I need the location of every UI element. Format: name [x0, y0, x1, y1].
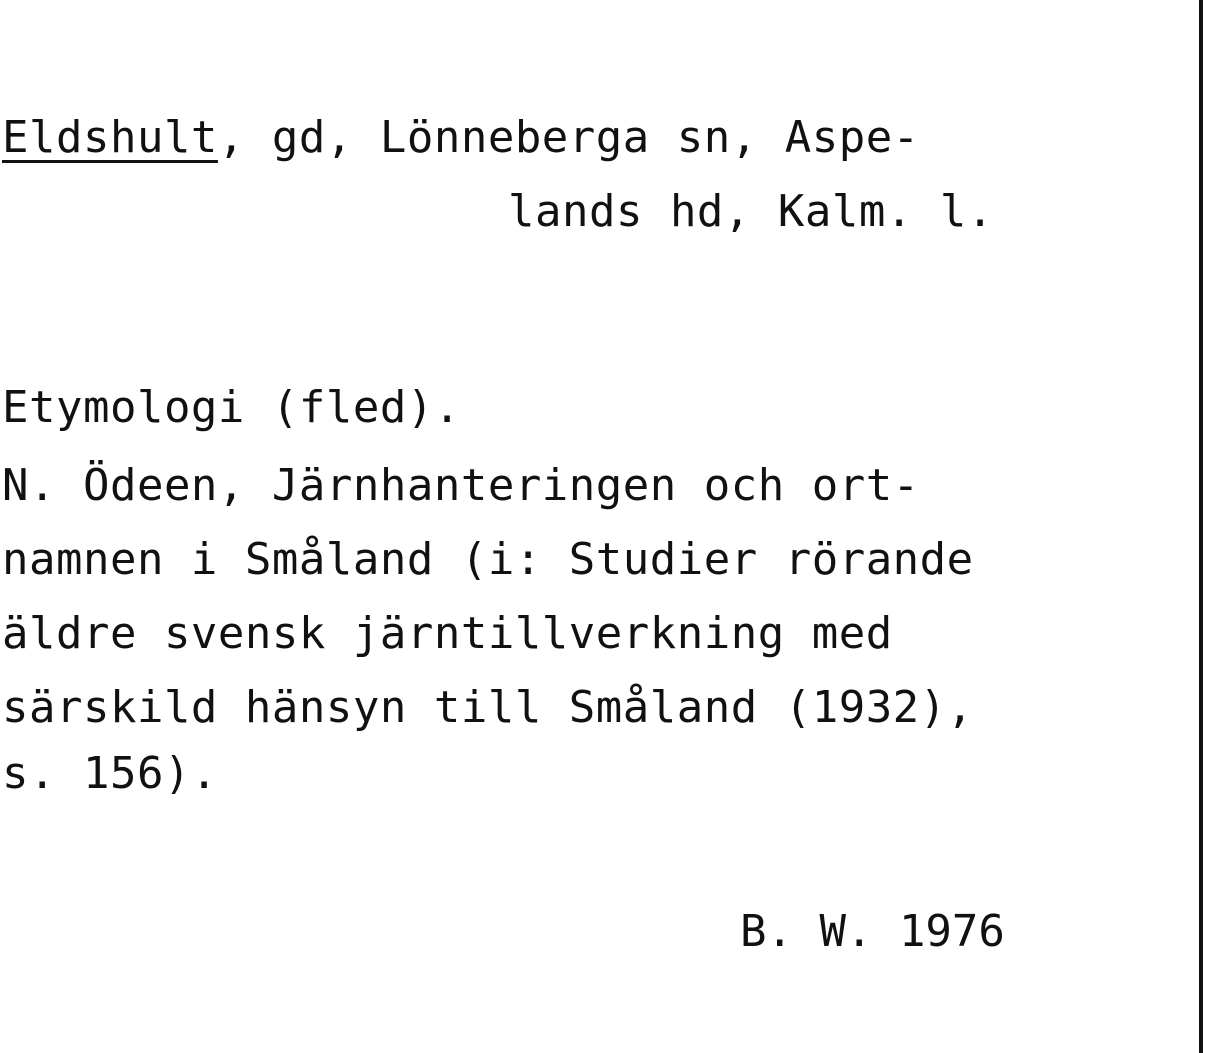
headword: Eldshult [2, 112, 218, 163]
heading-details: , gd, Lönneberga sn, Aspe- [217, 112, 920, 163]
heading-line-1 [2, 112, 920, 164]
etymology-heading: Etymologi (fled). [2, 382, 461, 433]
reference-line: s. 156). [2, 748, 218, 799]
reference-line: namnen i Småland (i: Studier rörande [2, 534, 974, 585]
reference-line: särskild hänsyn till Småland (1932), [2, 682, 974, 733]
reference-line: äldre svensk järntillverkning med [2, 608, 893, 659]
signature: B. W. 1976 [740, 906, 1005, 957]
card-edge [1199, 0, 1203, 1053]
reference-line: N. Ödeen, Järnhanteringen och ort- [2, 460, 920, 511]
heading-line-2: lands hd, Kalm. l. [508, 186, 994, 237]
